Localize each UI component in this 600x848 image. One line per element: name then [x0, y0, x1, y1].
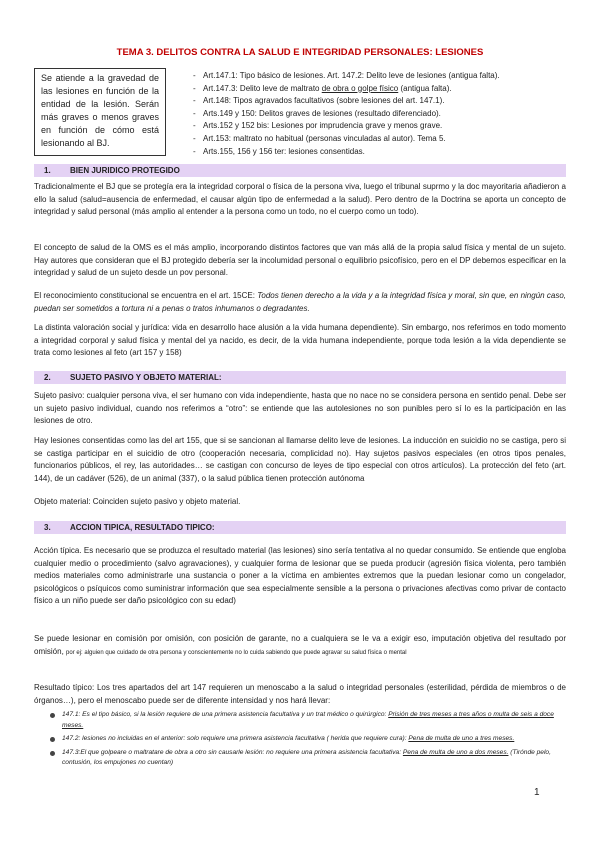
section-number: 1.	[44, 166, 51, 175]
paragraph: Resultado típico: Los tres apartados del art 147 requieren un menoscabo a la salud o integridad personales (esterilidad, pérdida de miembros o de órganos…), pero el menoscabo puede ser de diferente intensidad y nos hará llevar:	[34, 683, 566, 705]
paragraph	[34, 290, 566, 315]
article-list-item	[193, 70, 583, 83]
article-text: Art.147.1: Tipo básico de lesiones. Art. 147.2: Delito leve de lesiones (antigua falta).	[203, 71, 500, 80]
paragraph-text: Se puede lesionar en comisión por omisión, con posición de garante, no a cualquiera se le va a exigir eso, imputación objetiva del resultado por omisión,	[34, 634, 566, 656]
section-heading-3	[34, 521, 566, 534]
paragraph: Hay lesiones consentidas como las del art 155, que si se sancionan al llamarse delito leve de lesiones. La inducción en suicidio no se castiga, pero si se castiga participar en el suicidio de otro (cooperación necesaria, complicidad no). Hay sujetos pasivos especiales (en otros tipos penales, funcionarios públicos, el rey, las autoridades… se castigan con concurso de leyes de tipo especial con otros artículos). La protección del feto (art. 144), de un cadáver (526), de un animal (337), o la salud pública tienen protección autónoma	[34, 436, 566, 483]
paragraph: Tradicionalmente el BJ que se protegía era la integridad corporal o física de la persona viva, luego el tribunal suprmo y la doc mayoritaria añadieron a ello la salud (salud=ausencia de enfermedad, el causar algún tipo de enfermedad a la salud). Pero dentro de la Doctrina se aporta un concepto de integridad y salud personal (más amplio al entender a la persona como un todo, no el cuerpo como un todo).	[34, 182, 566, 217]
article-text: Art.153: maltrato no habitual (personas vinculadas al autor). Tema 5.	[203, 133, 446, 143]
section-title: BIEN JURIDICO PROTEGIDO	[70, 166, 180, 175]
penalty-item	[50, 748, 566, 769]
paragraph: Sujeto pasivo: cualquier persona viva, el ser humano con vida independiente, hasta que no nace no se considera persona en sentido penal. Debe ser un sujeto pasivo individual, cuando nos referimos a “otro”: se entiende que las autolesiones no son punibles pero sí lo es la participación en las lesiones de otro.	[34, 391, 566, 426]
penalty-item	[50, 710, 566, 731]
penalty-list	[50, 710, 566, 772]
penalty-item	[50, 734, 566, 745]
penalty-note: (Tirónde pelo, contusión, los empujones no cuentan)	[62, 748, 551, 767]
article-list-item	[193, 83, 583, 96]
article-text: (antigua falta).	[398, 83, 452, 93]
section-number: 3.	[44, 523, 51, 532]
article-list	[193, 70, 583, 158]
paragraph: La distinta valoración social y jurídica: vida en desarrollo hace alusión a la vida humana dependiente). Sin embargo, nos referimos en todo momento a integridad corporal y salud física y mental del ya nacido, es decir, de la vida humana independiente, porque toda lesión a la vida dependiente se trata como lesiones al feto (art 157 y 158)	[34, 323, 566, 358]
penalty-sanction: Prisión de tres meses a tres años o multa de seis a doce meses.	[62, 711, 554, 729]
section-title: SUJETO PASIVO Y OBJETO MATERIAL:	[70, 373, 222, 382]
penalty-text: 147.1: Es el tipo básico, si la lesión requiere de una primera asistencia facultativa y un trat médico o quirúrgico:	[62, 711, 389, 718]
penalty-sanction: Pena de multa de uno a tres meses.	[408, 735, 515, 743]
callout-box: Se atiende a la gravedad de las lesiones en función de la entidad de la lesión. Serán más graves o menos graves en función de cómo está lesionando al BJ.	[34, 68, 166, 156]
section-title: ACCION TIPICA, RESULTADO TIPICO:	[70, 523, 215, 532]
section-heading-1	[34, 164, 566, 177]
penalty-sanction: Pena de multa de uno a dos meses.	[402, 748, 509, 756]
article-list-item	[193, 120, 583, 133]
article-list-item	[193, 95, 583, 108]
article-text: Arts.155, 156 y 156 ter: lesiones consentidas.	[203, 146, 365, 156]
penalty-text: 147.2: lesiones no incluidas en el anterior: solo requiere una primera asistencia facultativa ( herida que requiere cura):	[62, 735, 409, 743]
penalty-text: 147.3:El que golpeare o maltratare de obra a otro sin causarle lesión: no requiere una primera asistencia facultativa:	[62, 748, 403, 756]
article-list-item	[193, 133, 583, 146]
article-text: Art.148: Tipos agravados facultativos (sobre lesiones del art. 147.1).	[203, 96, 445, 106]
page-number: 1	[534, 787, 540, 798]
section-heading-2	[34, 371, 566, 384]
paragraph: Objeto material: Coinciden sujeto pasivo y objeto material.	[34, 497, 241, 506]
article-text: Arts.149 y 150: Delitos graves de lesiones (resultado diferenciado).	[203, 108, 441, 118]
article-list-item	[193, 146, 583, 159]
article-text: Arts.152 y 152 bis: Lesiones por imprudencia grave y menos grave.	[203, 121, 443, 131]
paragraph-text: El reconocimiento constitucional se encuentra en el art. 15CE:	[34, 291, 258, 300]
section-number: 2.	[44, 373, 51, 382]
document-title: TEMA 3. DELITOS CONTRA LA SALUD E INTEGRIDAD PERSONALES: LESIONES	[116, 47, 484, 58]
paragraph: El concepto de salud de la OMS es el más amplio, incorporando distintos factores que van más allá de la propia salud física y mental de un sujeto. Hay autores que consideran que el BJ protegido debería ser la incolumidad personal o equilibrio psicofísico, pero en el DP debemos especificar en la integridad y salud de un sujeto desde un pov personal.	[34, 243, 566, 278]
article-list-item	[193, 108, 583, 121]
underlined-phrase: de obra o golpe físico	[321, 83, 399, 93]
paragraph: Acción típica. Es necesario que se produzca el resultado material (las lesiones) sino sería tentativa al no quedar consumido. Se entiende que engloba cualquier medio o procedimiento (salvo agravaciones), y cualquier forma de lesionar que se pueda producir (agresión física violenta, pero también medios materiales como administrarle una sustancia o poner a la víctima en ambientes extremos que la puedan lesionar como un congelador, psicológicos o psíquicos como suministrar información que sea especialmente sensible a la persona o privaciones afectivas como privar de contacto físico a un niño puede ser daño psicológico con su edad)	[34, 546, 566, 606]
article-text: Art.147.3: Delito leve de maltrato	[203, 83, 322, 93]
paragraph	[34, 633, 566, 659]
constitution-quote: Todos tienen derecho a la vida y a la integridad física y moral, sin que, en ningún caso, puedan ser sometidos a tortura ni a penas o tratos inhumanos o degradantes.	[34, 291, 566, 313]
example-note: por ej: alguien que cuidado de otra persona y conscientemente no lo cuida sabiendo que puede agravar su salud física o mental	[66, 649, 407, 656]
